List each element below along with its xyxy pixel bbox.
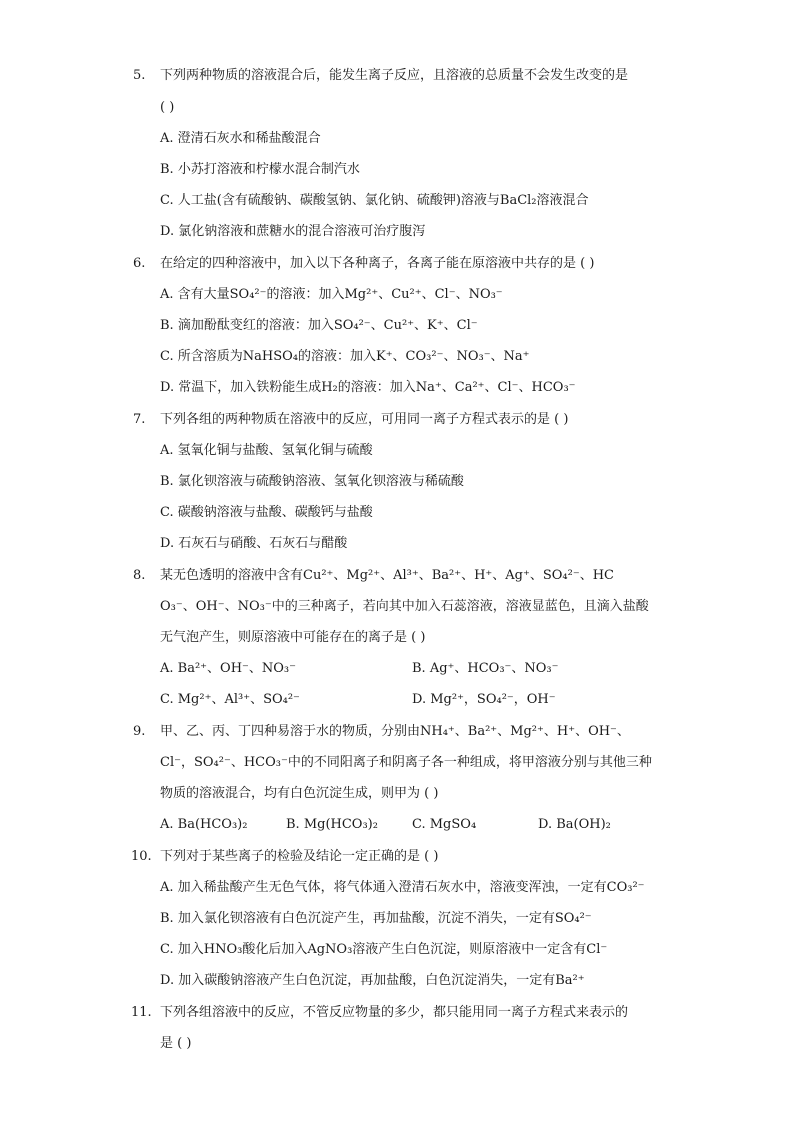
question-stem: 下列对于某些离子的检验及结论一定正确的是 ( ): [160, 849, 439, 864]
option-d: D. 氯化钠溶液和蔗糖水的混合溶液可治疗腹泻: [160, 224, 426, 239]
option-c: C. 加入HNO₃酸化后加入AgNO₃溶液产生白色沉淀，则原溶液中一定含有Cl⁻: [160, 942, 608, 957]
question-stem: 在给定的四种溶液中，加入以下各种离子，各离子能在原溶液中共存的是 ( ): [160, 256, 595, 271]
question-number: 5.: [133, 68, 146, 83]
question-stem-continued: 物质的溶液混合，均有白色沉淀生成，则甲为 ( ): [160, 786, 439, 801]
question-number: 7.: [133, 412, 146, 427]
question-5: [133, 67, 628, 85]
question-stem-continued: Cl⁻，SO₄²⁻、HCO₃⁻中的不同阳离子和阴离子各一种组成，将甲溶液分别与其他三种: [160, 755, 652, 770]
option-d: D. 石灰石与硝酸、石灰石与醋酸: [160, 536, 348, 551]
question-7: [133, 411, 568, 429]
question-stem: 甲、乙、丙、丁四种易溶于水的物质，分别由NH₄⁺、Ba²⁺、Mg²⁺、H⁺、OH⁻、: [160, 724, 630, 739]
question-stem-continued: 是 ( ): [160, 1036, 192, 1051]
option-b: B. 加入氯化钡溶液有白色沉淀产生，再加盐酸，沉淀不消失，一定有SO₄²⁻: [160, 911, 592, 926]
option-a: A. Ba²⁺、OH⁻、NO₃⁻: [160, 661, 296, 676]
option-b: B. 氯化钡溶液与硫酸钠溶液、氢氧化钡溶液与稀硫酸: [160, 474, 464, 489]
option-a: A. 澄清石灰水和稀盐酸混合: [160, 131, 321, 146]
option-c: C. Mg²⁺、Al³⁺、SO₄²⁻: [160, 692, 300, 707]
option-d: D. Ba(OH)₂: [538, 817, 611, 832]
question-stem: 某无色透明的溶液中含有Cu²⁺、Mg²⁺、Al³⁺、Ba²⁺、H⁺、Ag⁺、SO₄²⁻、HC: [160, 568, 614, 583]
option-c: C. 所含溶质为NaHSO₄的溶液：加入K⁺、CO₃²⁻、NO₃⁻、Na⁺: [160, 349, 530, 364]
option-b: B. 滴加酚酞变红的溶液：加入SO₄²⁻、Cu²⁺、K⁺、Cl⁻: [160, 318, 478, 333]
option-d: D. Mg²⁺，SO₄²⁻，OH⁻: [412, 692, 556, 707]
option-a: A. 含有大量SO₄²⁻的溶液：加入Mg²⁺、Cu²⁺、Cl⁻、NO₃⁻: [160, 287, 503, 302]
question-stem: 下列各组的两种物质在溶液中的反应，可用同一离子方程式表示的是 ( ): [160, 412, 569, 427]
question-10: [131, 848, 438, 866]
question-stem-continued: O₃⁻、OH⁻、NO₃⁻中的三种离子，若向其中加入石蕊溶液，溶液显蓝色，且滴入盐酸: [160, 599, 649, 614]
option-a: A. 加入稀盐酸产生无色气体，将气体通入澄清石灰水中，溶液变浑浊，一定有CO₃²⁻: [160, 880, 645, 895]
question-number: 6.: [133, 256, 146, 271]
question-stem-continued: ( ): [160, 100, 175, 115]
question-9: [133, 723, 630, 741]
option-d: D. 加入碳酸钠溶液产生白色沉淀，再加盐酸，白色沉淀消失，一定有Ba²⁺: [160, 973, 585, 988]
question-number: 11.: [131, 1005, 152, 1020]
question-number: 9.: [133, 724, 146, 739]
option-c: C. 人工盐(含有硫酸钠、碳酸氢钠、氯化钠、硫酸钾)溶液与BaCl₂溶液混合: [160, 193, 589, 208]
option-b: B. 小苏打溶液和柠檬水混合制汽水: [160, 162, 360, 177]
question-stem: 下列两种物质的溶液混合后，能发生离子反应，且溶液的总质量不会发生改变的是: [160, 68, 629, 83]
question-6: [133, 255, 594, 273]
option-b: B. Mg(HCO₃)₂: [286, 817, 378, 832]
option-d: D. 常温下，加入铁粉能生成H₂的溶液：加入Na⁺、Ca²⁺、Cl⁻、HCO₃⁻: [160, 380, 576, 395]
option-c: C. MgSO₄: [412, 817, 477, 832]
option-b: B. Ag⁺、HCO₃⁻、NO₃⁻: [412, 661, 559, 676]
question-number: 8.: [133, 568, 146, 583]
question-number: 10.: [131, 849, 152, 864]
question-11: [131, 1004, 628, 1022]
option-a: A. 氢氧化铜与盐酸、氢氧化铜与硫酸: [160, 443, 373, 458]
question-stem: 下列各组溶液中的反应，不管反应物量的多少，都只能用同一离子方程式来表示的: [160, 1005, 629, 1020]
option-a: A. Ba(HCO₃)₂: [160, 817, 248, 832]
question-8: [133, 567, 614, 585]
question-stem-continued: 无气泡产生，则原溶液中可能存在的离子是 ( ): [160, 630, 426, 645]
option-c: C. 碳酸钠溶液与盐酸、碳酸钙与盐酸: [160, 505, 373, 520]
